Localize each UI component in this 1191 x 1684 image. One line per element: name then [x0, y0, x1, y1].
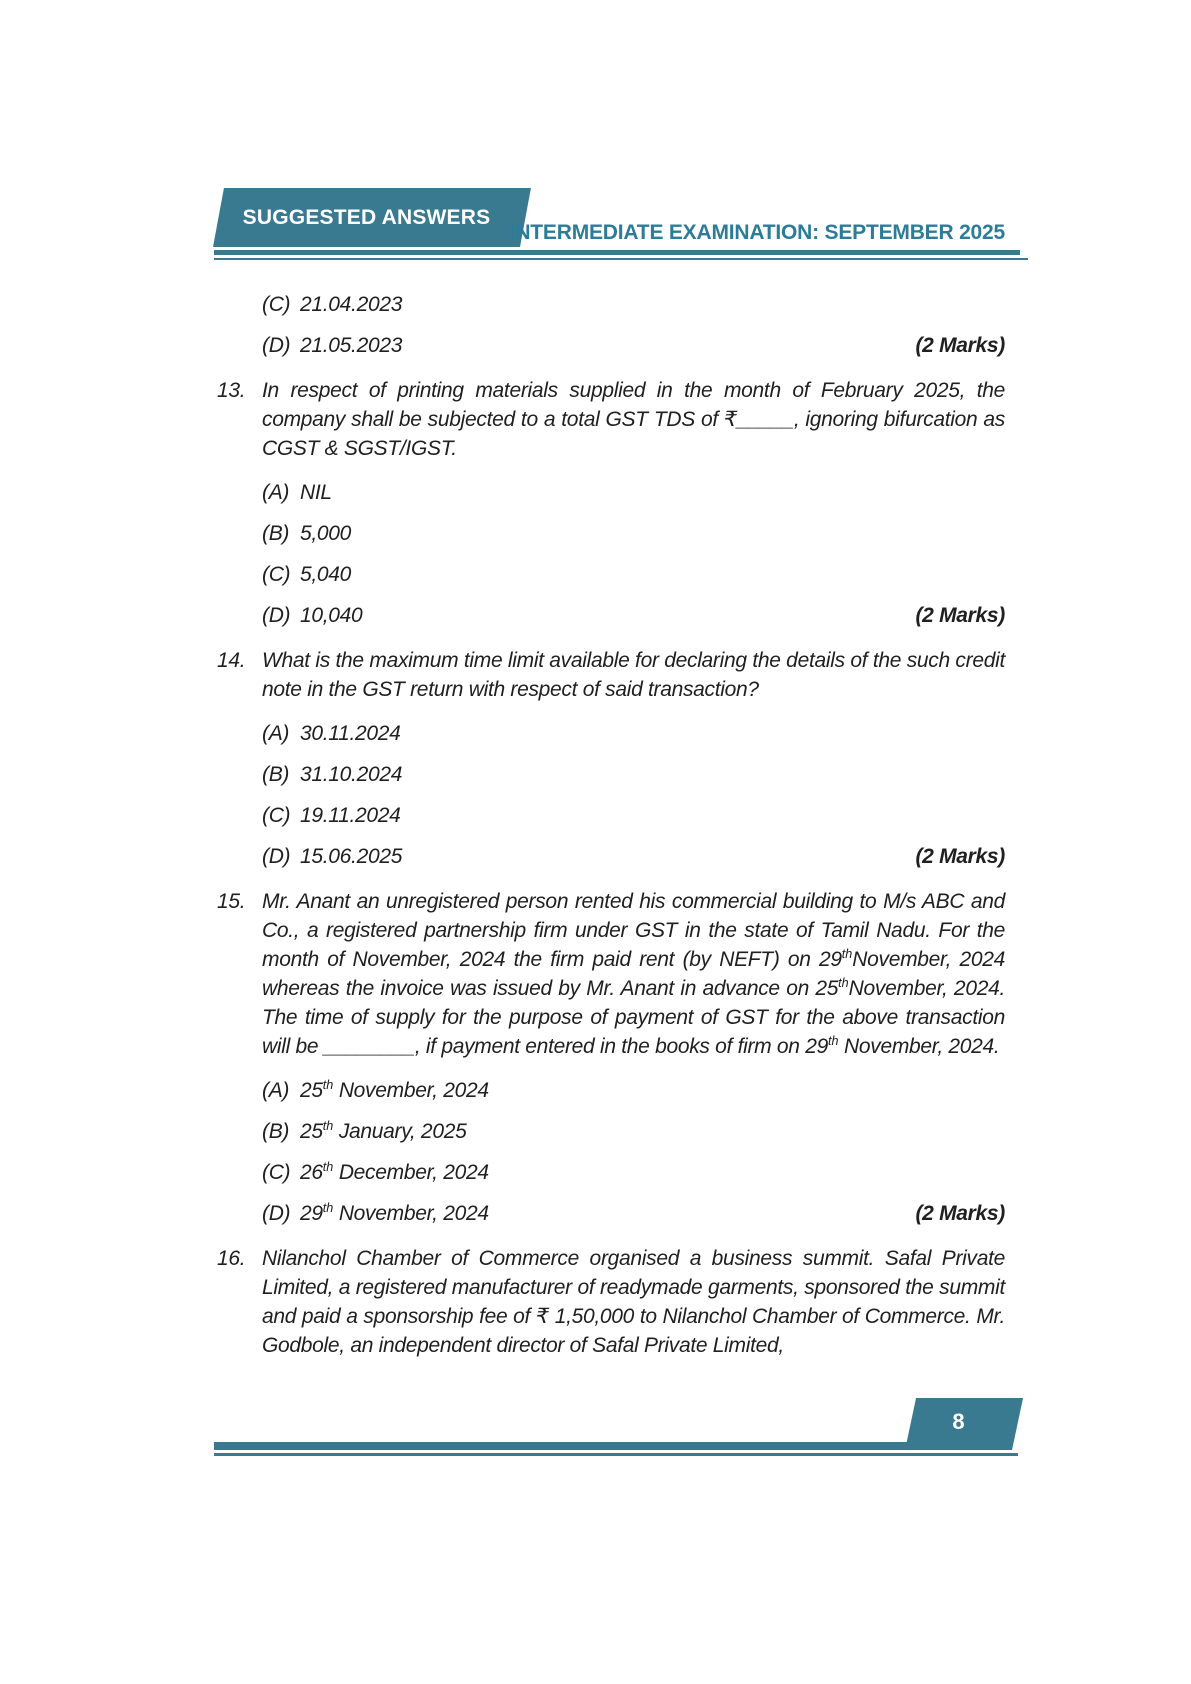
options-list — [262, 478, 1005, 630]
option-text: 21.04.2023 — [300, 293, 403, 316]
option-text: 25th January, 2025 — [300, 1119, 467, 1143]
footer-rule-thick — [214, 1442, 1012, 1450]
option-row — [262, 719, 1005, 748]
option-label: (B) — [262, 522, 290, 545]
option-label: (C) — [262, 1161, 291, 1184]
question-14 — [217, 646, 1005, 871]
option-text: 29th November, 2024 — [300, 1201, 489, 1225]
option-row — [262, 290, 1005, 319]
question-13 — [217, 376, 1005, 630]
option-label: (C) — [262, 563, 291, 586]
footer-rule-thin — [214, 1453, 1018, 1456]
option-text: 5,000 — [300, 522, 352, 545]
option-label: (D) — [262, 604, 291, 627]
header-rule-thick — [214, 250, 1020, 255]
option-row — [262, 519, 1005, 548]
option-text: 19.11.2024 — [300, 804, 401, 827]
option-row — [262, 1158, 1005, 1187]
question-number: 14. — [217, 649, 246, 672]
option-text: 21.05.2023 — [300, 334, 403, 357]
marks-badge: (2 Marks) — [915, 1202, 1005, 1225]
option-label: (B) — [262, 1120, 290, 1143]
option-row — [262, 478, 1005, 507]
question-text: In respect of printing materials supplied in the month of February 2025, the company shall be subjected to a total GST TDS of ₹_____, ignoring bifurcation as CGST & SGST/IGST. — [262, 379, 1005, 460]
option-row — [262, 331, 1005, 360]
option-row — [262, 560, 1005, 589]
option-text: 26th December, 2024 — [300, 1160, 489, 1184]
page-number: 8 — [952, 1409, 965, 1434]
question-number: 15. — [217, 890, 246, 913]
header-banner-label: SUGGESTED ANSWERS — [242, 206, 491, 229]
option-text: 25th November, 2024 — [300, 1078, 489, 1102]
option-text: 15.06.2025 — [300, 845, 403, 868]
option-label: (C) — [262, 293, 291, 316]
option-label: (A) — [262, 481, 290, 504]
option-row — [262, 601, 1005, 630]
option-label: (D) — [262, 1202, 291, 1225]
option-row — [262, 1076, 1005, 1105]
option-row — [262, 760, 1005, 789]
option-text: NIL — [300, 481, 332, 504]
marks-badge: (2 Marks) — [915, 845, 1005, 868]
page-content — [217, 290, 1005, 1360]
options-list — [262, 1076, 1005, 1228]
marks-badge: (2 Marks) — [915, 604, 1005, 627]
options-list — [262, 719, 1005, 871]
option-row — [262, 1199, 1005, 1228]
marks-badge: (2 Marks) — [915, 334, 1005, 357]
question-number: 13. — [217, 379, 246, 402]
option-label: (C) — [262, 804, 291, 827]
option-row — [262, 801, 1005, 830]
question-number: 16. — [217, 1247, 246, 1270]
option-row — [262, 1117, 1005, 1146]
exam-title: INTERMEDIATE EXAMINATION: SEPTEMBER 2025 — [509, 221, 1005, 244]
header-rule-thin — [214, 258, 1028, 260]
option-text: 31.10.2024 — [300, 763, 403, 786]
option-row — [262, 842, 1005, 871]
option-label: (D) — [262, 845, 291, 868]
question-15 — [217, 887, 1005, 1228]
carryover-options — [262, 290, 1005, 360]
option-label: (A) — [262, 1079, 290, 1102]
option-text: 5,040 — [300, 563, 352, 586]
question-text: Nilanchol Chamber of Commerce organised a business summit. Safal Private Limited, a registered manufacturer of readymade garments, sponsored the summit and paid a sponsorship fee of ₹ 1,50,000 to Nilanchol Chamber of Commerce. Mr. Godbole, an independent director of Safal Private Limited, — [262, 1247, 1005, 1357]
option-label: (D) — [262, 334, 291, 357]
option-text: 30.11.2024 — [300, 722, 401, 745]
question-text: What is the maximum time limit available for declaring the details of the such credit note in the GST return with respect of said transaction? — [262, 649, 1005, 701]
question-text: Mr. Anant an unregistered person rented his commercial building to M/s ABC and Co., a registered partnership firm under GST in the state of Tamil Nadu. For the month of November, 2024 the firm paid rent (by NEFT) on 29thNovember, 2024 whereas the invoice was issued by Mr. Anant in advance on 25thNovember, 2024. The time of supply for the purpose of payment of GST for the above transaction will be ________, if payment entered in the books of firm on 29th November, 2024. — [262, 890, 1006, 1058]
option-label: (A) — [262, 722, 290, 745]
question-16 — [217, 1244, 1005, 1360]
option-label: (B) — [262, 763, 290, 786]
option-text: 10,040 — [300, 604, 363, 627]
